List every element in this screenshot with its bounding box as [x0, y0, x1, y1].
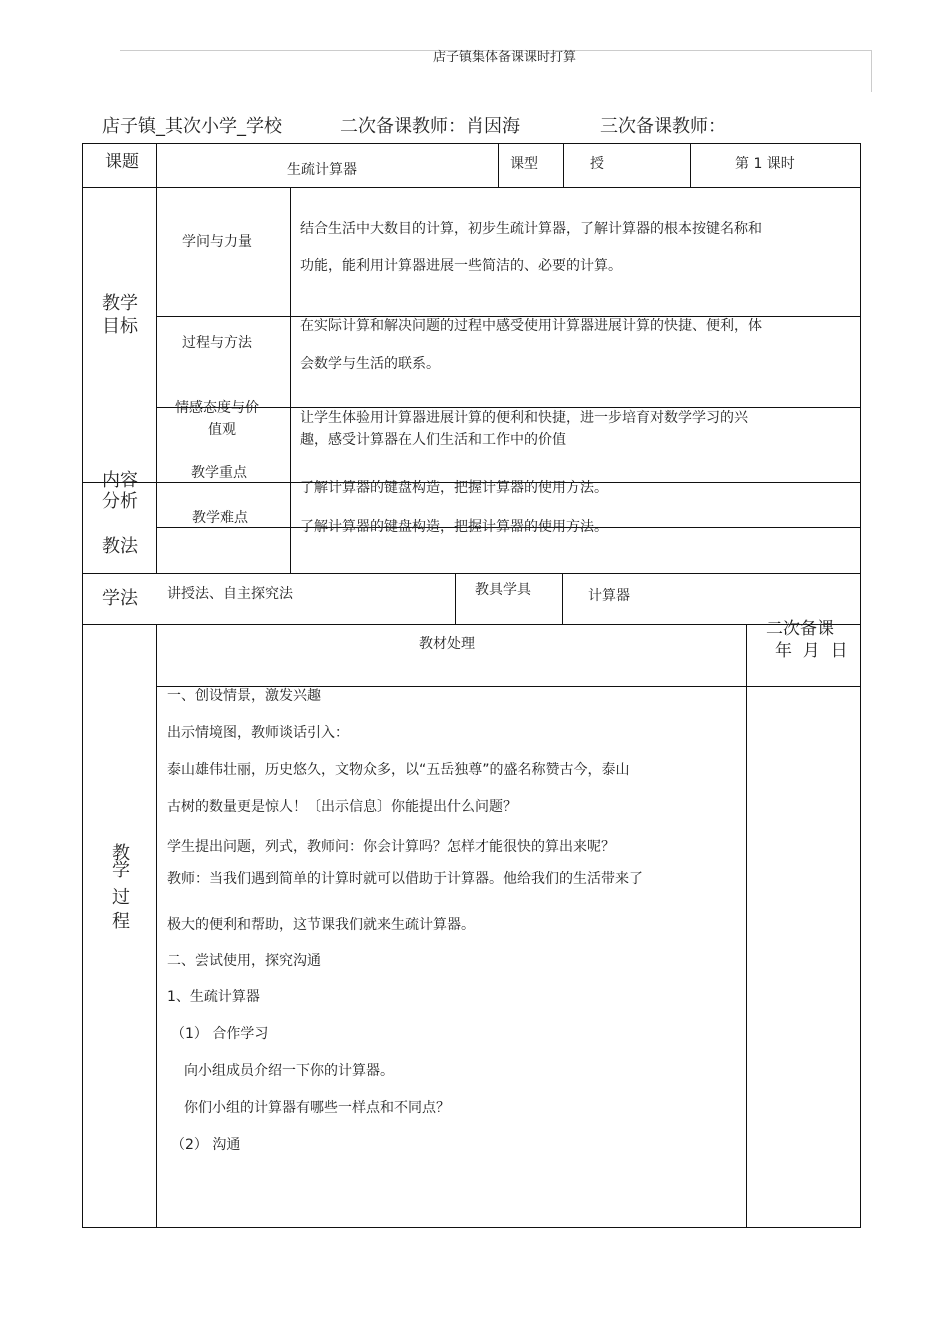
process-line: 你们小组的计算器有哪些一样点和不同点？	[184, 1100, 450, 1116]
topic-label: 课题	[105, 152, 139, 172]
page-header-title: 店子镇集体备课课时打算	[433, 50, 577, 65]
lesson-type-label: 课型	[510, 156, 538, 172]
goal-knowledge-label: 学问与力量	[182, 234, 252, 250]
process-line: 学生提出问题，列式，教师问：你会计算吗？怎样才能很快的算出来呢？	[167, 839, 615, 855]
process-line: 古树的数量更是惊人！〔出示信息〕你能提出什么问题？	[167, 799, 517, 815]
materials-header: 教材处理	[419, 636, 475, 652]
goal-knowledge-line1: 结合生活中大数目的计算，初步生疏计算器，了解计算器的根本按键名称和	[300, 221, 762, 237]
lesson-type-value: 授	[590, 156, 604, 172]
process-line: 一、创设情景，激发兴趣	[167, 688, 321, 704]
goal-knowledge-line2: 功能，能利用计算器进展一些简洁的、必要的计算。	[300, 258, 622, 274]
process-line: （1） 合作学习	[171, 1026, 269, 1042]
tools-label: 教具学具	[475, 582, 531, 598]
process-line: 1、生疏计算器	[167, 989, 260, 1005]
teaching-method-label: 教法	[102, 536, 138, 557]
process-line: （2） 沟通	[171, 1137, 241, 1153]
key-point-label: 教学重点	[191, 465, 247, 481]
goal-attitude-line2: 趣，感受计算器在人们生活和工作中的价值	[300, 432, 566, 448]
goal-attitude-label-line1: 情感态度与价	[175, 400, 259, 416]
learning-method-label: 学法	[102, 588, 138, 609]
process-line: 二、尝试使用，探究沟通	[167, 953, 321, 969]
goals-label-line2: 目标	[102, 316, 138, 337]
goals-label-line1: 教学	[102, 293, 138, 314]
second-prep-date: 年 月 日	[775, 641, 848, 661]
second-prep-header: 二次备课	[766, 619, 834, 639]
process-line: 极大的便利和帮助，这节课我们就来生疏计算器。	[167, 917, 475, 933]
process-label-char-4: 程	[112, 911, 130, 932]
tools-value: 计算器	[588, 588, 630, 604]
lesson-period: 第 1 课时	[735, 156, 795, 172]
third-prep-teacher: 三次备课教师：	[600, 116, 726, 137]
process-line: 教师：当我们遇到简单的计算时就可以借助于计算器。他给我们的生活带来了	[167, 871, 643, 887]
difficulty-text: 了解计算器的键盘构造，把握计算器的使用方法。	[300, 519, 608, 535]
school-name: 店子镇_其次小学_学校	[102, 116, 282, 137]
goal-attitude-line1: 让学生体验用计算器进展计算的便利和快捷，进一步培育对数学学习的兴	[300, 410, 748, 426]
learning-method-value: 讲授法、自主探究法	[167, 586, 293, 602]
goal-process-label: 过程与方法	[182, 335, 252, 351]
process-label-char-2: 学	[112, 860, 130, 881]
goal-attitude-label-line2: 值观	[208, 422, 236, 438]
goal-process-line2: 会数学与生活的联系。	[300, 356, 440, 372]
goal-process-line1: 在实际计算和解决问题的过程中感受使用计算器进展计算的快捷、便利，体	[300, 318, 762, 334]
process-label-char-3: 过	[112, 887, 130, 908]
content-label-line1: 内容	[102, 470, 138, 491]
second-prep-teacher: 二次备课教师：肖因海	[340, 116, 520, 137]
key-point-text: 了解计算器的键盘构造，把握计算器的使用方法。	[300, 480, 608, 496]
process-line: 出示情境图，教师谈话引入：	[167, 725, 349, 741]
topic-value: 生疏计算器	[287, 162, 357, 178]
process-label-char-1: 教	[112, 843, 130, 864]
process-line: 向小组成员介绍一下你的计算器。	[184, 1063, 394, 1079]
header-rule-side	[871, 50, 872, 92]
content-label-line2: 分析	[102, 491, 138, 512]
process-line: 泰山雄伟壮丽，历史悠久，文物众多，以“五岳独尊”的盛名称赞古今，泰山	[167, 762, 630, 778]
difficulty-label: 教学难点	[192, 510, 248, 526]
